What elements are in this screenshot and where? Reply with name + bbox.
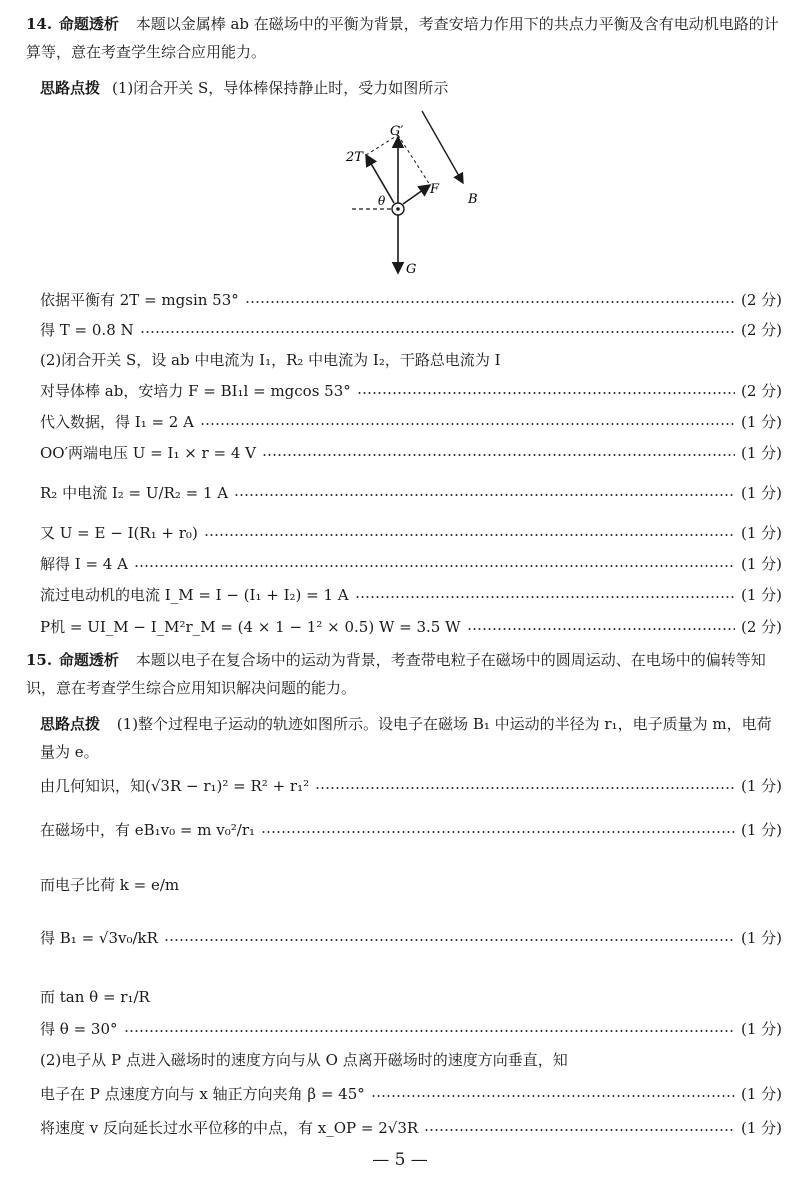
q14-line-5 <box>40 412 782 432</box>
q14-intro <box>26 10 782 66</box>
q15-number: 15. <box>26 651 53 669</box>
q14-line-11 <box>40 617 782 637</box>
leader-dots <box>261 831 735 833</box>
leader-dots <box>467 628 735 630</box>
q14-hint-label: 思路点拨 <box>40 79 101 97</box>
leader-dots <box>315 787 735 789</box>
q14-line-4 <box>40 381 782 401</box>
b-field-arrow <box>422 111 463 183</box>
page-number: — 5 — <box>372 1150 428 1170</box>
line-text: 而 tan θ = r₁/R <box>40 988 150 1006</box>
leader-dots <box>204 534 735 536</box>
line-text: P机 = UI_M − I_M²r_M = (4 × 1 − 1² × 0.5) W = 3.5 W <box>40 618 461 636</box>
score: (2 分) <box>740 291 782 309</box>
label-g: G <box>406 262 417 277</box>
label-f: F <box>430 182 440 197</box>
q14-line-8 <box>40 523 782 543</box>
leader-dots <box>164 939 735 941</box>
line-text: (2)闭合开关 S，设 ab 中电流为 I₁，R₂ 中电流为 I₂，干路总电流为 I <box>40 351 501 369</box>
line-text: 将速度 v 反向延长过水平位移的中点，有 x_OP = 2√3R <box>40 1119 419 1137</box>
q15-intro <box>26 646 782 702</box>
line-text: 得 T = 0.8 N <box>40 321 134 339</box>
q14-intro-text: 本题以金属棒 ab 在磁场中的平衡为背景，考查安培力作用下的共点力平衡及含有电动机电路的计算等，意在考查学生综合应用能力。 <box>26 15 779 61</box>
score: (2 分) <box>740 618 782 636</box>
f-arrow <box>403 185 430 204</box>
q14-line-1 <box>40 290 782 310</box>
q15-hint <box>40 710 782 766</box>
line-text: 电子在 P 点速度方向与 x 轴正方向夹角 β = 45° <box>40 1085 365 1103</box>
label-g-prime: G′ <box>390 124 404 139</box>
score: (1 分) <box>740 1085 782 1103</box>
leader-dots <box>245 301 735 303</box>
q15-line-6 <box>40 1019 782 1039</box>
leader-dots <box>424 1129 735 1131</box>
parallelogram-dash-2 <box>398 135 430 185</box>
score: (1 分) <box>740 1119 782 1137</box>
line-text: 依据平衡有 2T = mgsin 53° <box>40 291 239 309</box>
q14-hint <box>40 78 782 98</box>
q15-label: 命题透析 <box>58 651 119 669</box>
conductor-dot <box>396 207 400 211</box>
score: (1 分) <box>740 586 782 604</box>
leader-dots <box>124 1030 735 1032</box>
line-text: 对导体棒 ab，安培力 F = BI₁l = mgcos 53° <box>40 382 351 400</box>
line-text: OO′两端电压 U = I₁ × r = 4 V <box>40 444 256 462</box>
q15-intro-text: 本题以电子在复合场中的运动为背景，考查带电粒子在磁场中的圆周运动、在电场中的偏转等知识，意在考查学生综合应用知识解决问题的能力。 <box>26 651 766 697</box>
score: (2 分) <box>740 382 782 400</box>
q14-number: 14. <box>26 15 53 33</box>
line-text: 得 B₁ = √3v₀/kR <box>40 929 158 947</box>
score: (1 分) <box>740 444 782 462</box>
q15-line-4 <box>40 928 782 948</box>
score: (1 分) <box>740 524 782 542</box>
leader-dots <box>357 392 735 394</box>
q14-line-7 <box>40 483 782 503</box>
score: (2 分) <box>740 321 782 339</box>
label-b: B <box>468 192 478 207</box>
line-text: 在磁场中，有 eB₁v₀ = m v₀²/r₁ <box>40 821 256 839</box>
line-text: 又 U = E − I(R₁ + r₀) <box>40 524 198 542</box>
line-text: 解得 I = 4 A <box>40 555 128 573</box>
line-text: 由几何知识，知(√3R − r₁)² = R² + r₁² <box>40 777 310 795</box>
q15-line-8 <box>40 1084 782 1104</box>
score: (1 分) <box>740 555 782 573</box>
line-text: R₂ 中电流 I₂ = U/R₂ = 1 A <box>40 484 229 502</box>
leader-dots <box>262 454 735 456</box>
q15-line-7 <box>40 1050 782 1070</box>
q14-line-6 <box>40 443 782 463</box>
line-text: 流过电动机的电流 I_M = I − (I₁ + I₂) = 1 A <box>40 586 349 604</box>
q15-line-1 <box>40 776 782 796</box>
line-text: 得 θ = 30° <box>40 1020 118 1038</box>
score: (1 分) <box>740 413 782 431</box>
label-two-t: 2T <box>346 150 363 165</box>
leader-dots <box>134 565 735 567</box>
q14-line-2 <box>40 320 782 340</box>
leader-dots <box>140 331 735 333</box>
leader-dots <box>355 596 735 598</box>
q14-line-3 <box>40 350 782 370</box>
q15-line-3 <box>40 875 782 895</box>
q15-line-5 <box>40 987 782 1007</box>
label-theta: θ <box>378 194 386 208</box>
q15-line-2 <box>40 820 782 840</box>
q14-line-10 <box>40 585 782 605</box>
q15-line-9 <box>40 1118 782 1138</box>
q15-hint-text: (1)整个过程电子运动的轨迹如图所示。设电子在磁场 B₁ 中运动的半径为 r₁，电子质量为 m，电荷量为 e。 <box>40 715 772 761</box>
q15-hint-label: 思路点拨 <box>40 715 101 733</box>
leader-dots <box>234 494 735 496</box>
line-text: 代入数据，得 I₁ = 2 A <box>40 413 194 431</box>
line-text: 而电子比荷 k = e/m <box>40 876 180 894</box>
q14-label: 命题透析 <box>58 15 119 33</box>
score: (1 分) <box>740 929 782 947</box>
score: (1 分) <box>740 1020 782 1038</box>
force-diagram <box>330 105 500 285</box>
score: (1 分) <box>740 777 782 795</box>
leader-dots <box>371 1095 735 1097</box>
q14-line-9 <box>40 554 782 574</box>
leader-dots <box>200 423 735 425</box>
score: (1 分) <box>740 821 782 839</box>
q14-hint-text: (1)闭合开关 S，导体棒保持静止时，受力如图所示 <box>112 79 449 97</box>
line-text: (2)电子从 P 点进入磁场时的速度方向与从 O 点离开磁场时的速度方向垂直，知 <box>40 1051 568 1069</box>
score: (1 分) <box>740 484 782 502</box>
